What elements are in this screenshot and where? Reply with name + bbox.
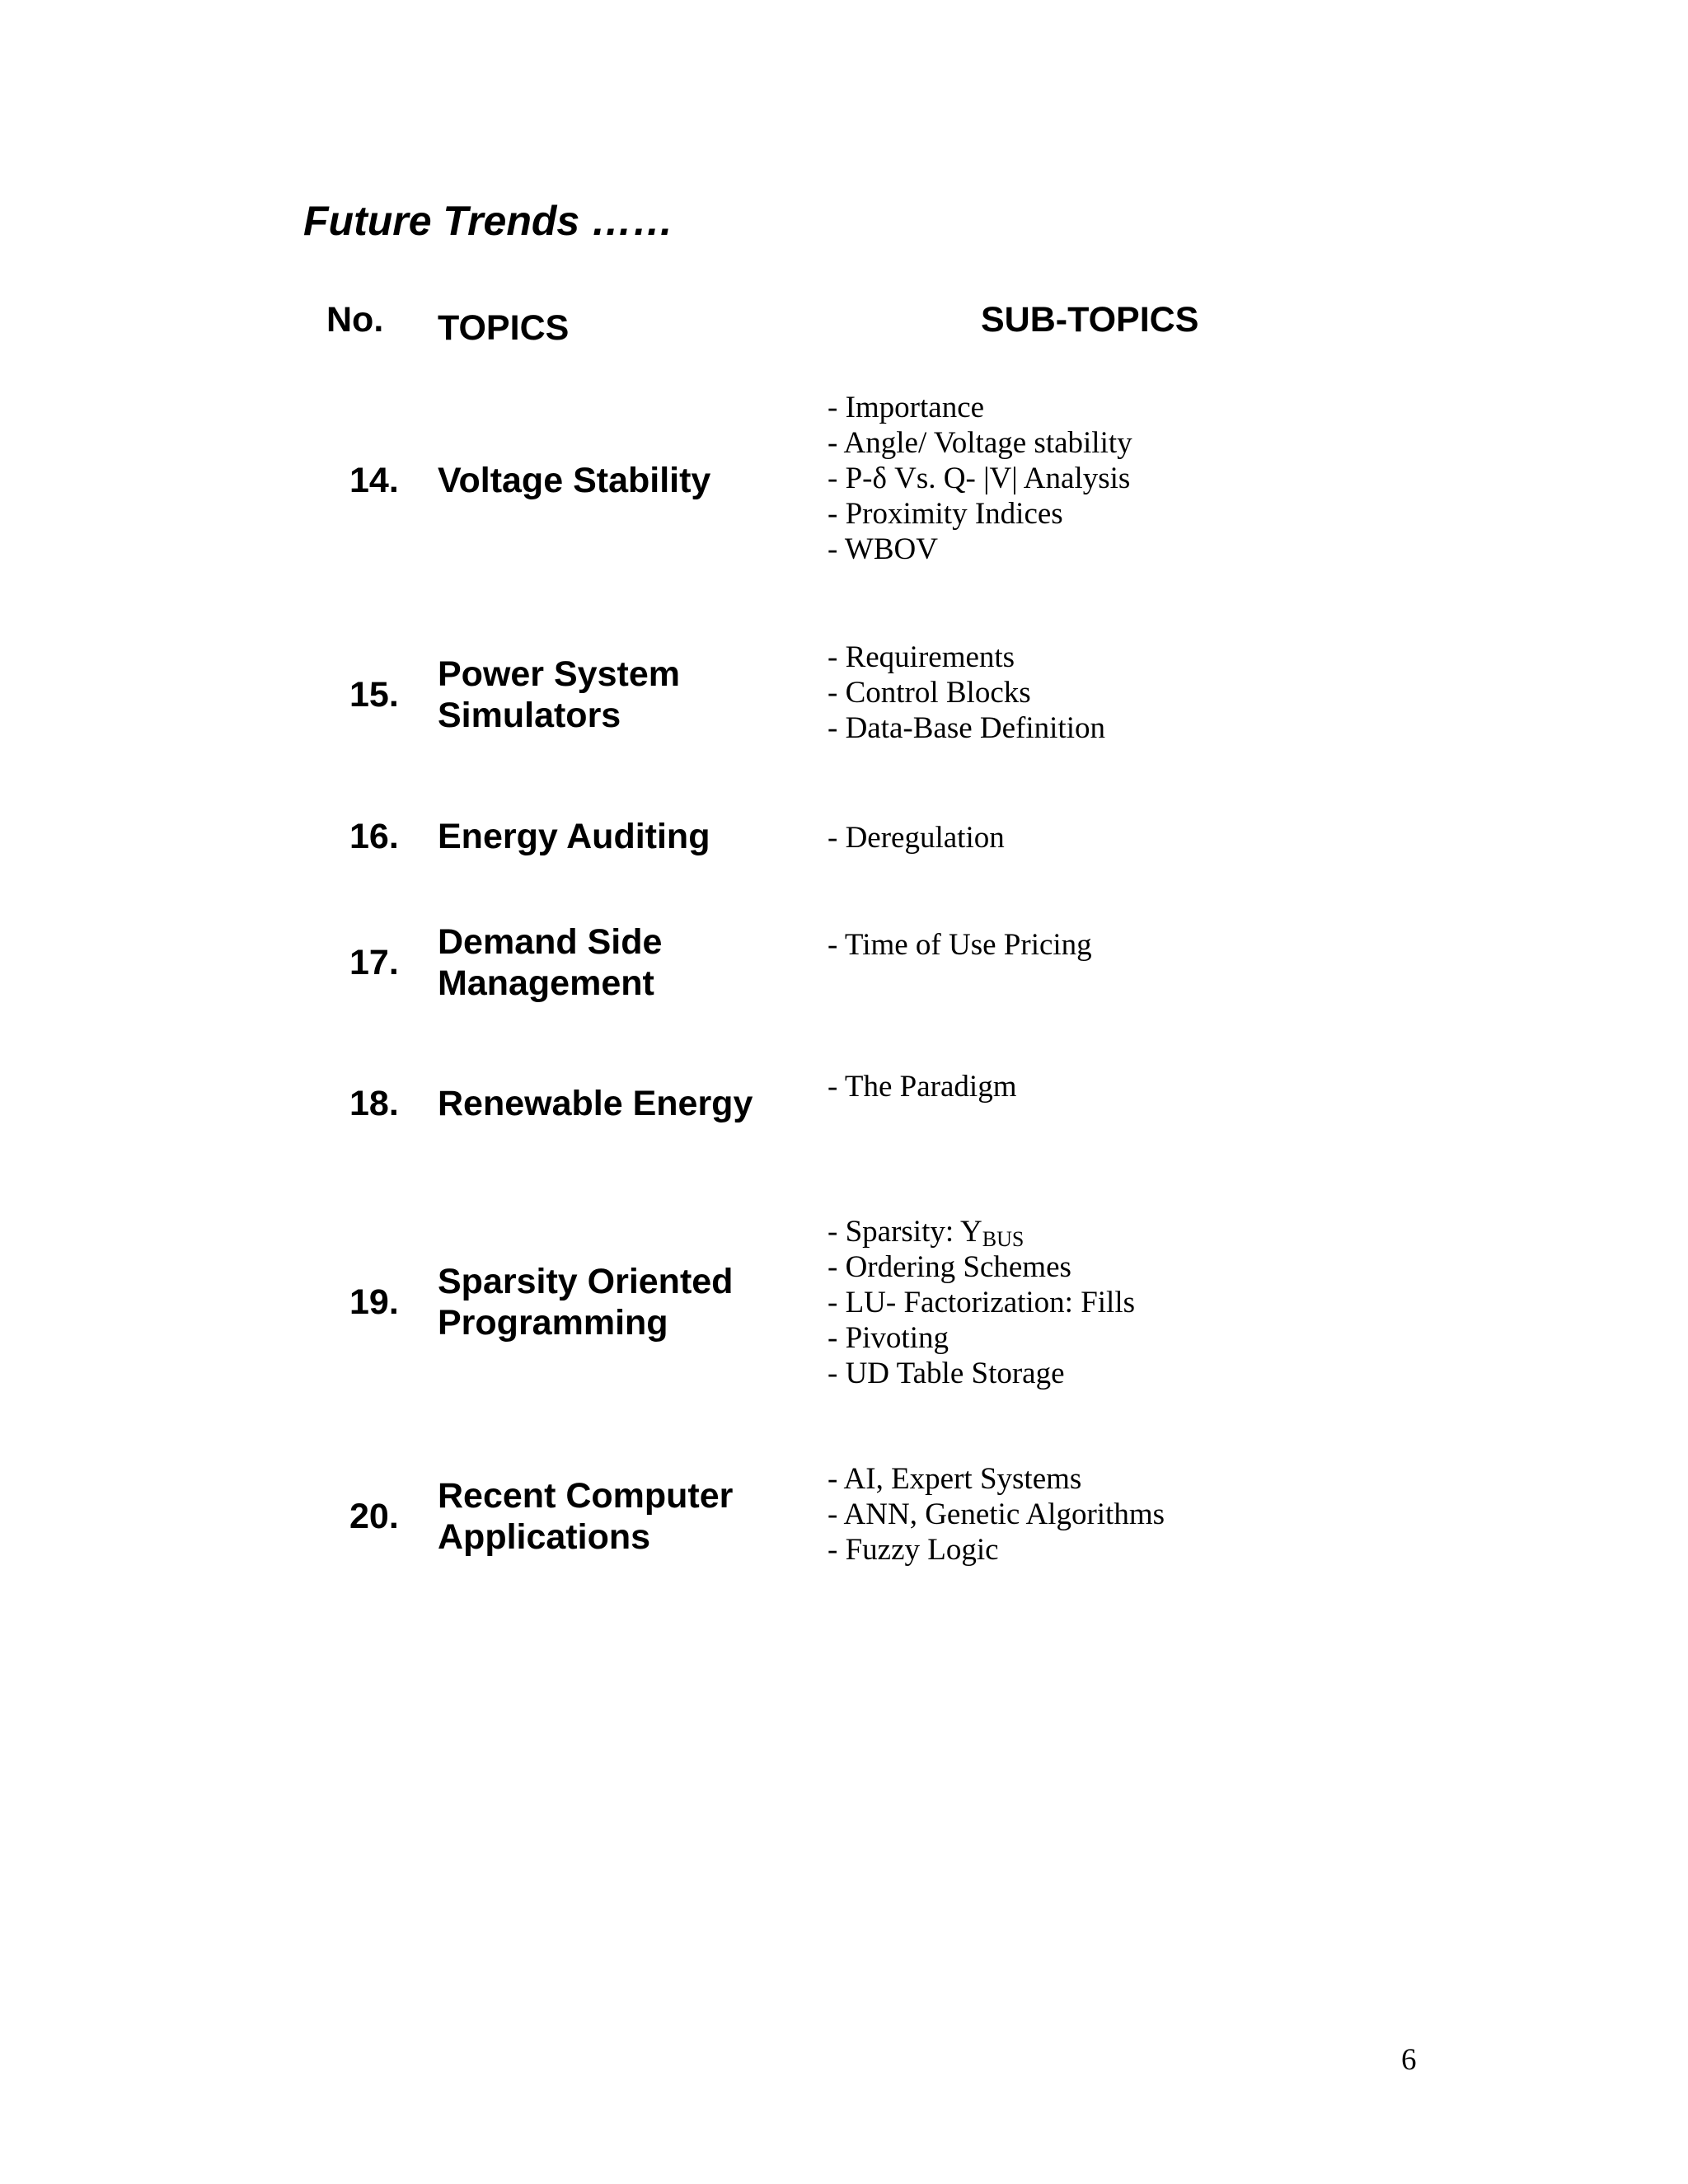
topic-title-line: Simulators <box>438 696 621 735</box>
topic-title <box>438 1261 733 1343</box>
subtopic-item-sparsity <box>828 1214 1135 1249</box>
subtopic-list <box>828 927 1092 963</box>
topic-title-line: Sparsity Oriented <box>438 1262 734 1301</box>
subtopic-item: - Angle/ Voltage stability <box>828 426 1132 460</box>
column-header-topics: TOPICS <box>438 308 570 348</box>
subtopic-text: - Sparsity: Y <box>828 1215 982 1249</box>
column-header-subtopics: SUB-TOPICS <box>981 300 1199 340</box>
subtopic-item: - P-δ Vs. Q- |V| Analysis <box>828 462 1131 495</box>
subtopic-item: - Requirements <box>828 640 1015 674</box>
topic-title-line: Renewable Energy <box>438 1084 753 1123</box>
topic-number: 18. <box>349 1084 399 1123</box>
topic-title-line: Recent Computer <box>438 1476 734 1516</box>
subtopic-item: - AI, Expert Systems <box>828 1462 1082 1496</box>
subtopic-item: - Pivoting <box>828 1321 949 1355</box>
topic-title <box>438 460 710 501</box>
subtopic-list <box>828 1214 1135 1391</box>
page-title: Future Trends …… <box>303 198 674 244</box>
subtopic-list <box>828 640 1105 746</box>
topic-title-line: Management <box>438 963 654 1003</box>
subtopic-item: - ANN, Genetic Algorithms <box>828 1497 1165 1531</box>
subtopic-list <box>828 1461 1165 1568</box>
topic-title <box>438 921 662 1004</box>
topic-title <box>438 1475 733 1558</box>
subtopic-item: - Data-Base Definition <box>828 711 1105 745</box>
topic-title-line: Applications <box>438 1517 651 1557</box>
subtopic-item: - Deregulation <box>828 821 1005 855</box>
subscript: BUS <box>982 1227 1025 1251</box>
subtopic-item: - Ordering Schemes <box>828 1250 1071 1284</box>
topic-title-line: Programming <box>438 1303 668 1343</box>
topic-number: 17. <box>349 943 399 982</box>
topic-number: 19. <box>349 1282 399 1322</box>
topic-title-line: Energy Auditing <box>438 817 710 856</box>
subtopic-list <box>828 390 1132 567</box>
subtopic-list <box>828 820 1005 855</box>
subtopic-item: - LU- Factorization: Fills <box>828 1286 1136 1319</box>
subtopic-item: - Time of Use Pricing <box>828 928 1092 962</box>
subtopic-item: - Importance <box>828 391 985 424</box>
topic-number: 16. <box>349 817 399 856</box>
subtopic-item: - WBOV <box>828 532 938 566</box>
topic-number: 15. <box>349 675 399 715</box>
subtopic-item: - The Paradigm <box>828 1070 1017 1104</box>
topic-title <box>438 654 680 736</box>
topic-number: 20. <box>349 1497 399 1536</box>
column-header-no: No. <box>326 300 384 340</box>
topic-title-line: Voltage Stability <box>438 461 711 500</box>
subtopic-item: - Control Blocks <box>828 676 1031 710</box>
topic-title <box>438 816 710 857</box>
subtopic-item: - Fuzzy Logic <box>828 1533 999 1567</box>
subtopic-item: - UD Table Storage <box>828 1357 1065 1390</box>
topic-number: 14. <box>349 461 399 500</box>
topic-title-line: Demand Side <box>438 922 663 962</box>
page-number: 6 <box>1401 2043 1417 2077</box>
subtopic-item: - Proximity Indices <box>828 497 1063 531</box>
subtopic-list <box>828 1069 1016 1104</box>
topic-title <box>438 1083 753 1124</box>
topic-title-line: Power System <box>438 654 680 694</box>
